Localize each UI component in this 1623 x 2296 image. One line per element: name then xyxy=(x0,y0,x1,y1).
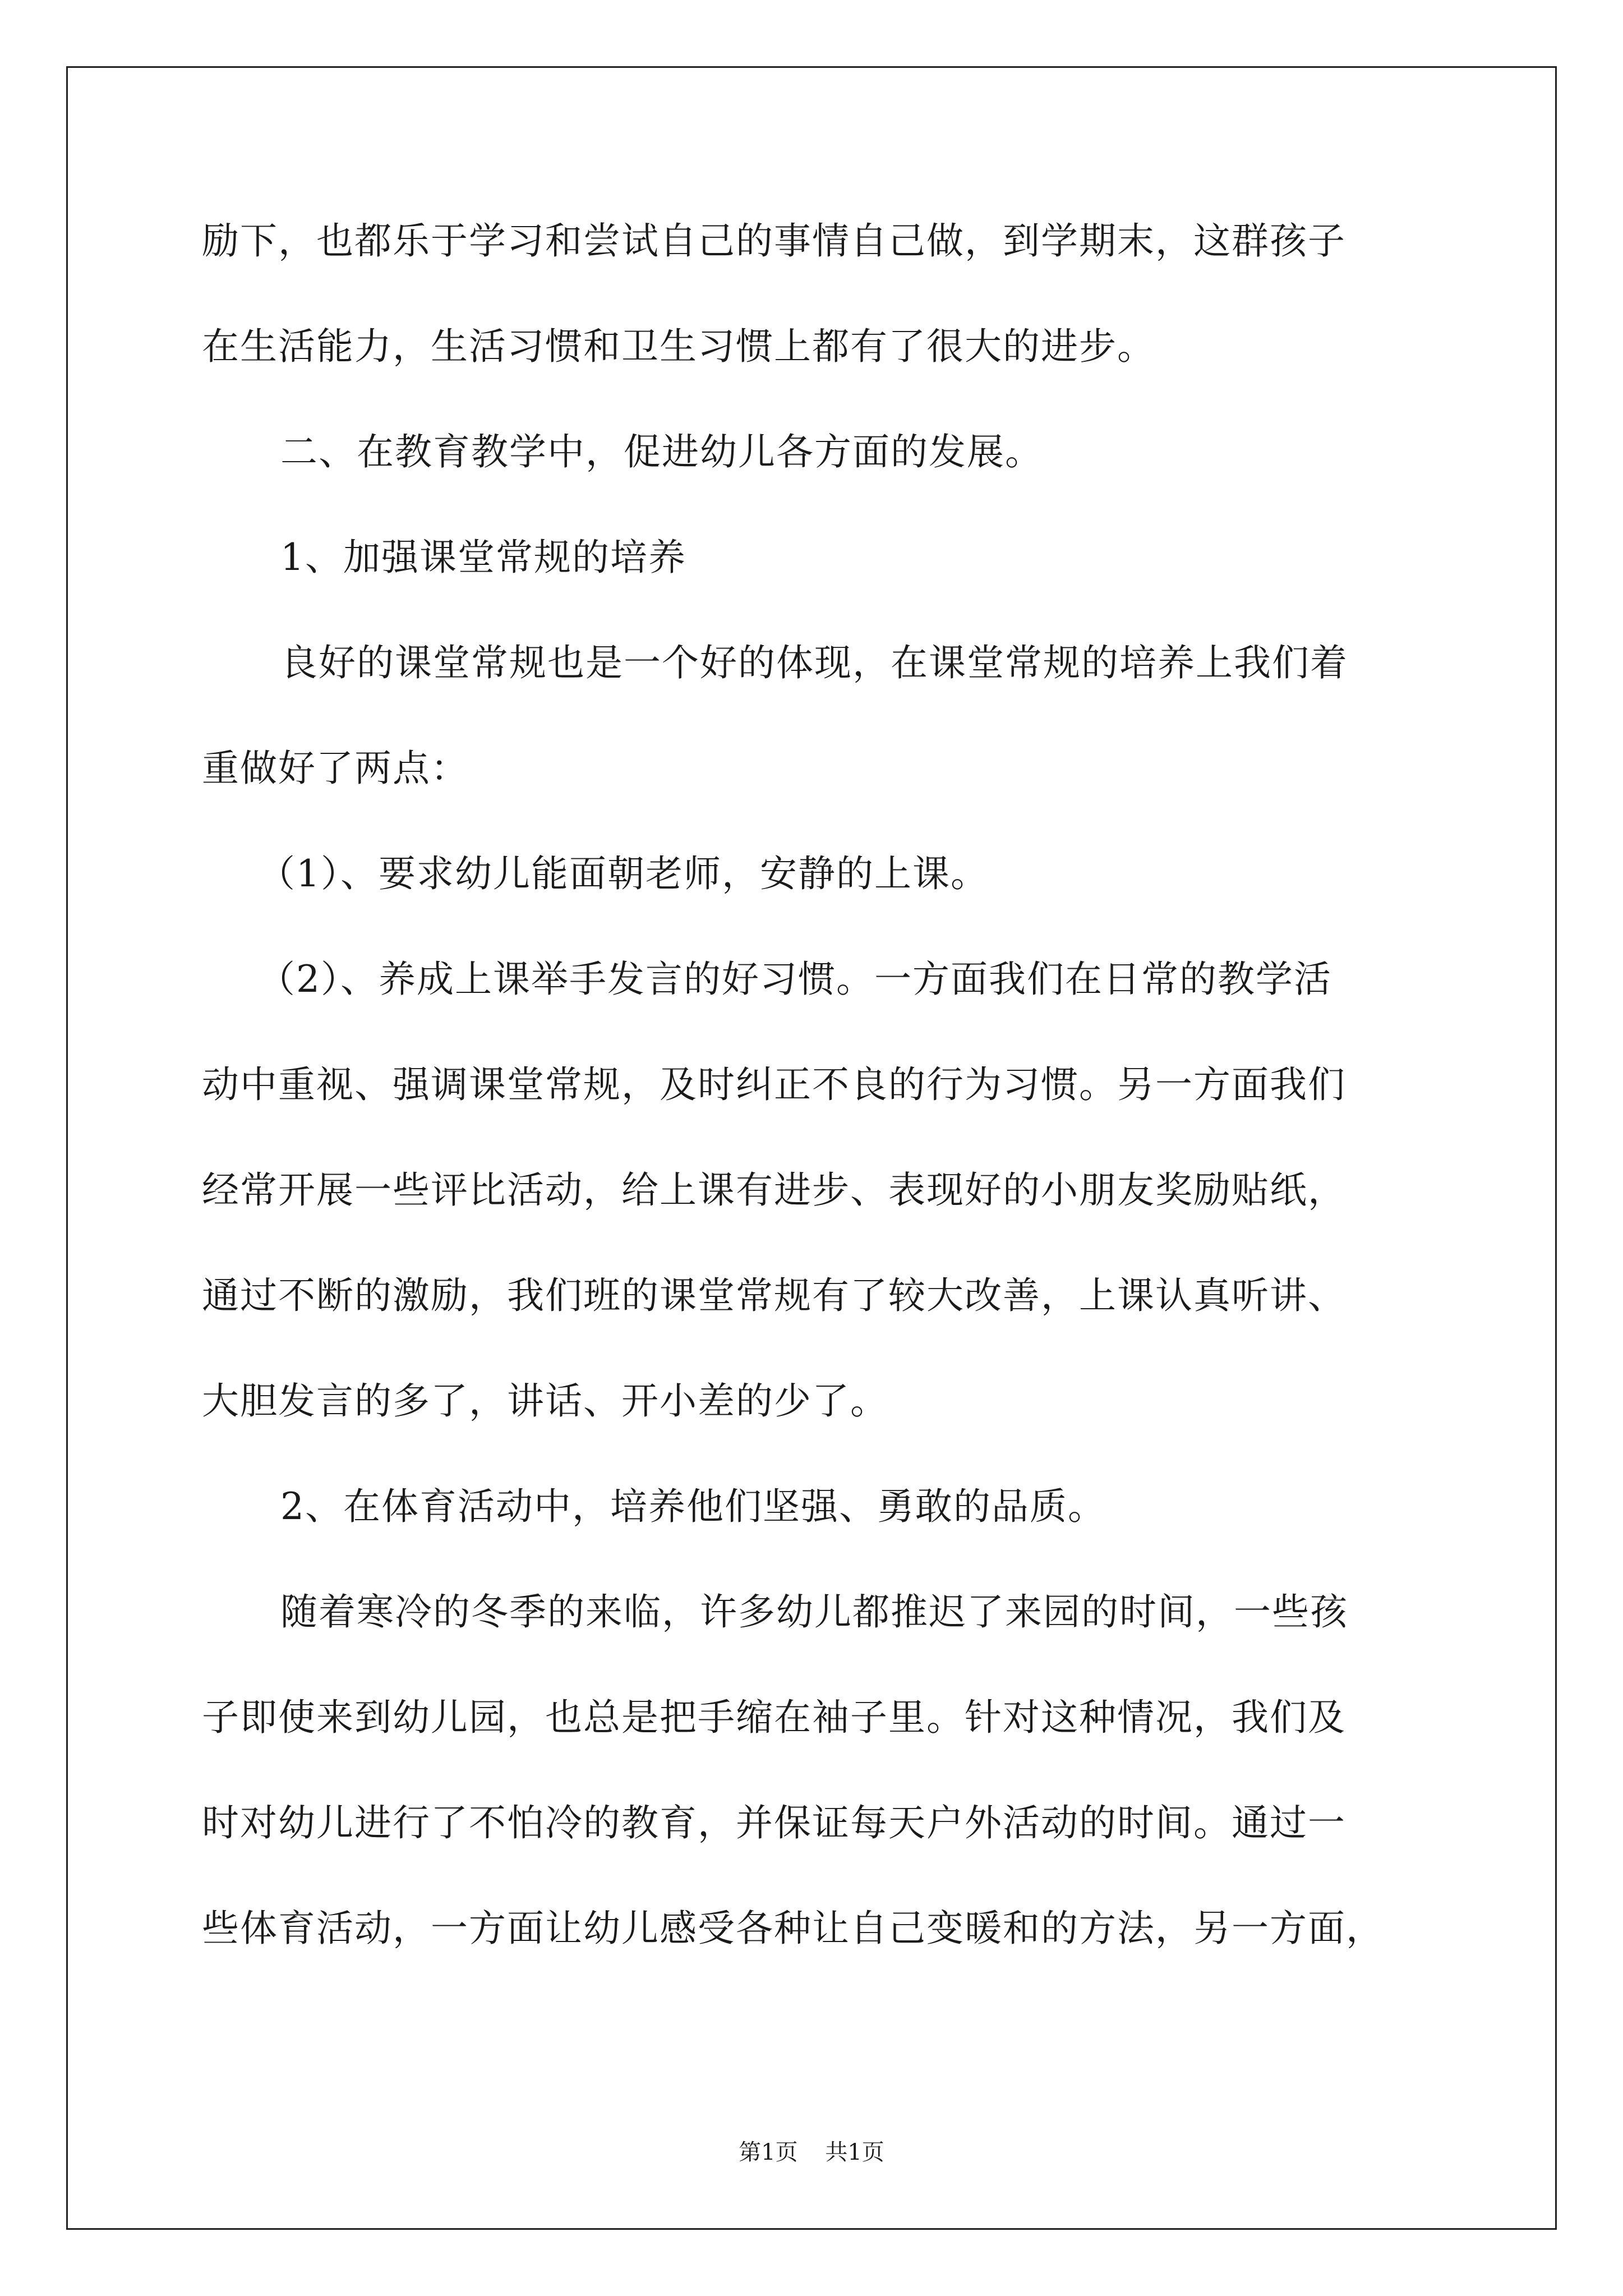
text-line: 经常开展一些评比活动，给上课有进步、表现好的小朋友奖励贴纸， xyxy=(202,1168,1346,1212)
section-heading: 二、在教育教学中，促进幼儿各方面的发展。 xyxy=(280,430,1043,473)
text-line: 通过不断的激励，我们班的课堂常规有了较大改善，上课认真听讲、 xyxy=(202,1274,1346,1317)
page-border xyxy=(66,66,1557,2230)
text-line: 励下，也都乐于学习和尝试自己的事情自己做，到学期末，这群孩子 xyxy=(202,219,1346,263)
text-line: 重做好了两点： xyxy=(202,747,469,790)
text-line: 些体育活动，一方面让幼儿感受各种让自己变暖和的方法，另一方面， xyxy=(202,1907,1384,1950)
list-item: （1）、要求幼儿能面朝老师，安静的上课。 xyxy=(258,852,989,895)
text-line: 随着寒冷的冬季的来临，许多幼儿都推迟了来园的时间，一些孩 xyxy=(280,1590,1348,1634)
text-line: 动中重视、强调课堂常规，及时纠正不良的行为习惯。另一方面我们 xyxy=(202,1063,1346,1106)
page-total: 共1页 xyxy=(825,2139,884,2165)
text-line: 良好的课堂常规也是一个好的体现，在课堂常规的培养上我们着 xyxy=(280,641,1348,684)
text-line: 时对幼儿进行了不怕冷的教育，并保证每天户外活动的时间。通过一 xyxy=(202,1801,1346,1844)
page-footer xyxy=(0,2138,1623,2166)
page-number: 第1页 xyxy=(739,2139,798,2165)
text-line: 大胆发言的多了，讲话、开小差的少了。 xyxy=(202,1379,888,1423)
subsection-heading: 1、加强课堂常规的培养 xyxy=(280,536,686,579)
subsection-heading: 2、在体育活动中，培养他们坚强、勇敢的品质。 xyxy=(280,1485,1106,1528)
text-line: 子即使来到幼儿园，也总是把手缩在袖子里。针对这种情况，我们及 xyxy=(202,1696,1346,1739)
text-line: 在生活能力，生活习惯和卫生习惯上都有了很大的进步。 xyxy=(202,325,1155,368)
list-item: （2）、养成上课举手发言的好习惯。一方面我们在日常的教学活 xyxy=(258,958,1332,1001)
